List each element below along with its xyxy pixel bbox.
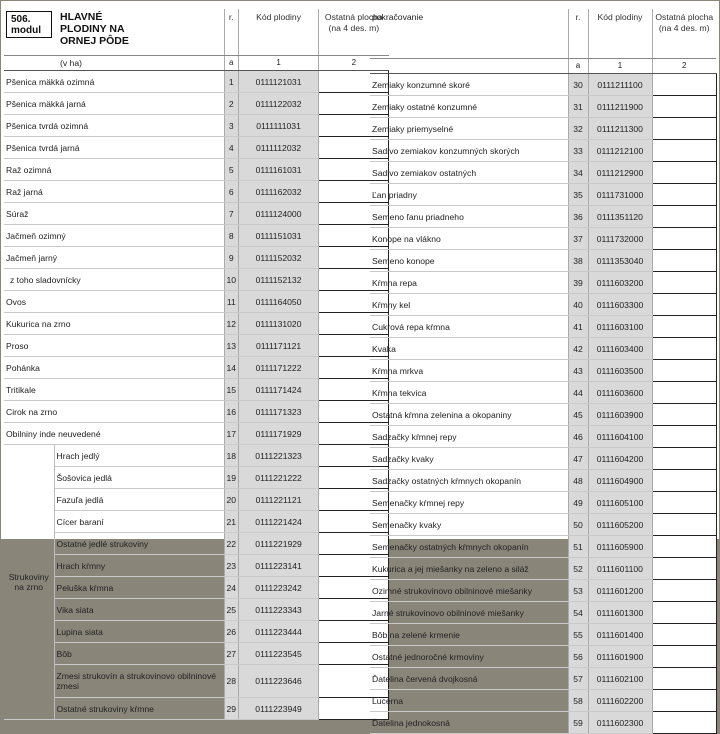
- area-input[interactable]: [652, 250, 716, 272]
- crop-name: Semenačky ostatných kŕmnych okopanín: [370, 536, 568, 558]
- table-row: [370, 514, 716, 536]
- sub-2: 2: [652, 59, 716, 74]
- table-row: [4, 445, 389, 467]
- table-row: [4, 467, 389, 489]
- area-input[interactable]: [652, 624, 716, 646]
- table-row: [4, 357, 389, 379]
- table-row: [370, 228, 716, 250]
- crop-name: Obilniny inde neuvedené: [4, 423, 224, 445]
- crop-code: 0111223444: [239, 621, 319, 643]
- crop-name: Jačmeň jarný: [4, 247, 224, 269]
- crop-code: 0111604200: [588, 448, 652, 470]
- crop-code: 0111223343: [239, 599, 319, 621]
- crop-code: 0111171424: [239, 379, 319, 401]
- crop-code: 0111221323: [239, 445, 319, 467]
- table-row: [4, 423, 389, 445]
- crop-name: Ostatné jednoročné krmoviny: [370, 646, 568, 668]
- area-input[interactable]: [652, 470, 716, 492]
- table-row: [370, 206, 716, 228]
- row-number: 11: [224, 291, 239, 313]
- table-row: [370, 426, 716, 448]
- row-number: 39: [568, 272, 588, 294]
- table-row: [4, 489, 389, 511]
- table-row: [370, 536, 716, 558]
- crop-name: Bôb: [54, 643, 224, 665]
- table-row: [370, 712, 716, 734]
- table-row: [370, 646, 716, 668]
- crop-name: Kŕmna tekvica: [370, 382, 568, 404]
- table-row: [4, 621, 389, 643]
- sub-2: 2: [319, 56, 389, 71]
- crop-name: Semenačky kŕmnej repy: [370, 492, 568, 514]
- row-number: 17: [224, 423, 239, 445]
- row-number: 42: [568, 338, 588, 360]
- table-row: [4, 159, 389, 181]
- area-input[interactable]: [652, 492, 716, 514]
- crop-name: Lupina siata: [54, 621, 224, 643]
- table-row: [370, 250, 716, 272]
- crop-code: 0111731000: [588, 184, 652, 206]
- table-row: [370, 624, 716, 646]
- crop-name: Sadzačky kŕmnej repy: [370, 426, 568, 448]
- crop-code: 0111351120: [588, 206, 652, 228]
- crop-code: 0111131020: [239, 313, 319, 335]
- crop-code: 0111212900: [588, 162, 652, 184]
- table-row: [4, 335, 389, 357]
- row-number: 48: [568, 470, 588, 492]
- group-label-strukoviny: Strukoviny na zrno: [4, 445, 54, 720]
- module-title-cell: [4, 9, 224, 56]
- unit-label: (v ha): [4, 56, 224, 71]
- row-number: 13: [224, 335, 239, 357]
- row-number: 59: [568, 712, 588, 734]
- table-row: [4, 401, 389, 423]
- crop-name: Cirok na zrno: [4, 401, 224, 423]
- area-input[interactable]: [652, 338, 716, 360]
- table-row: [4, 379, 389, 401]
- crop-code: 0111151031: [239, 225, 319, 247]
- table-row: [4, 698, 389, 720]
- col-plocha-header: Ostatná plocha (na 4 des. m): [652, 9, 716, 59]
- crop-name: Cukrová repa kŕmna: [370, 316, 568, 338]
- crop-code: 0111603300: [588, 294, 652, 316]
- area-input[interactable]: [652, 228, 716, 250]
- row-number: 36: [568, 206, 588, 228]
- crop-code: 0111211900: [588, 96, 652, 118]
- crop-code: 0111171323: [239, 401, 319, 423]
- crop-name: Kŕmna repa: [370, 272, 568, 294]
- crop-code: 0111161031: [239, 159, 319, 181]
- crop-name: Tritikale: [4, 379, 224, 401]
- module-number: 506.: [11, 14, 31, 25]
- crop-code: 0111602300: [588, 712, 652, 734]
- area-input[interactable]: [652, 272, 716, 294]
- area-input[interactable]: [652, 514, 716, 536]
- crop-code: 0111603400: [588, 338, 652, 360]
- crop-name: Bôb na zelené krmenie: [370, 624, 568, 646]
- area-input[interactable]: [652, 206, 716, 228]
- crop-code: 0111353040: [588, 250, 652, 272]
- table-row: [4, 247, 389, 269]
- crop-code: 0111171929: [239, 423, 319, 445]
- statistical-form-sheet: [1, 1, 719, 728]
- crop-code: 0111604900: [588, 470, 652, 492]
- area-input[interactable]: [652, 96, 716, 118]
- row-number: 5: [224, 159, 239, 181]
- table-row: [4, 313, 389, 335]
- crop-code: 0111111031: [239, 115, 319, 137]
- crop-code: 0111601200: [588, 580, 652, 602]
- table-row: [370, 492, 716, 514]
- crop-code: 0111602200: [588, 690, 652, 712]
- crop-code: 0111122032: [239, 93, 319, 115]
- crop-name: Hrach jedlý: [54, 445, 224, 467]
- crop-name: Ďatelina červená dvojkosná: [370, 668, 568, 690]
- table-row: [4, 555, 389, 577]
- table-row: [4, 181, 389, 203]
- module-title-line: ORNEJ PÔDE: [60, 35, 129, 47]
- crop-name: Peluška kŕmna: [54, 577, 224, 599]
- crop-code: 0111124000: [239, 203, 319, 225]
- col-r-header: r.: [224, 9, 239, 56]
- module-title-line: PLODINY NA: [60, 23, 125, 35]
- row-number: 18: [224, 445, 239, 467]
- crop-code: 0111732000: [588, 228, 652, 250]
- table-row: [370, 162, 716, 184]
- row-number: 7: [224, 203, 239, 225]
- area-input[interactable]: [652, 316, 716, 338]
- table-row: [4, 643, 389, 665]
- row-number: 23: [224, 555, 239, 577]
- crop-name: Zmesi strukovín a strukovinovo obilninové zmesi: [54, 665, 224, 698]
- crop-code: 0111211300: [588, 118, 652, 140]
- area-input[interactable]: [652, 668, 716, 690]
- table-row: [4, 291, 389, 313]
- row-number: 58: [568, 690, 588, 712]
- crop-name: Hrach kŕmny: [54, 555, 224, 577]
- row-number: 43: [568, 360, 588, 382]
- right-crop-table: [370, 9, 717, 734]
- row-number: 35: [568, 184, 588, 206]
- table-row: [370, 404, 716, 426]
- crop-code: 0111603500: [588, 360, 652, 382]
- crop-name: Lucerna: [370, 690, 568, 712]
- module-title-block: [6, 9, 222, 47]
- crop-code: 0111601100: [588, 558, 652, 580]
- table-row: [4, 269, 389, 291]
- crop-name: Cícer baraní: [54, 511, 224, 533]
- crop-code: 0111604100: [588, 426, 652, 448]
- row-number: 20: [224, 489, 239, 511]
- row-number: 19: [224, 467, 239, 489]
- row-number: 8: [224, 225, 239, 247]
- crop-name: Zemiaky ostatné konzumné: [370, 96, 568, 118]
- table-row: [4, 137, 389, 159]
- table-row: [370, 690, 716, 712]
- crop-name: Kvaka: [370, 338, 568, 360]
- row-number: 21: [224, 511, 239, 533]
- crop-code: 0111223646: [239, 665, 319, 698]
- crop-code: 0111603200: [588, 272, 652, 294]
- row-number: 3: [224, 115, 239, 137]
- sub-1: 1: [239, 56, 319, 71]
- crop-name: Semeno konope: [370, 250, 568, 272]
- crop-code: 0111223545: [239, 643, 319, 665]
- row-number: 32: [568, 118, 588, 140]
- crop-name: Konope na vlákno: [370, 228, 568, 250]
- row-number: 27: [224, 643, 239, 665]
- table-row: [370, 558, 716, 580]
- crop-name: Pšenica mäkká ozimná: [4, 71, 224, 93]
- crop-code: 0111152032: [239, 247, 319, 269]
- row-number: 54: [568, 602, 588, 624]
- table-row: [370, 338, 716, 360]
- table-row: [370, 96, 716, 118]
- crop-name: Sadivo zemiakov konzumných skorých: [370, 140, 568, 162]
- area-input[interactable]: [652, 360, 716, 382]
- area-input[interactable]: [652, 74, 716, 96]
- crop-name: Kukurica a jej miešanky na zeleno a siláž: [370, 558, 568, 580]
- crop-code: 0111221121: [239, 489, 319, 511]
- crop-code: 0111223242: [239, 577, 319, 599]
- row-number: 38: [568, 250, 588, 272]
- area-input[interactable]: [652, 558, 716, 580]
- row-number: 33: [568, 140, 588, 162]
- table-row: [370, 294, 716, 316]
- table-row: [4, 665, 389, 698]
- crop-code: 0111152132: [239, 269, 319, 291]
- area-input[interactable]: [652, 140, 716, 162]
- area-input[interactable]: [652, 426, 716, 448]
- table-row: [4, 225, 389, 247]
- crop-code: 0111603100: [588, 316, 652, 338]
- crop-name: Sadzačky ostatných kŕmnych okopanín: [370, 470, 568, 492]
- table-row: [370, 668, 716, 690]
- row-number: 15: [224, 379, 239, 401]
- crop-name: Zemiaky konzumné skoré: [370, 74, 568, 96]
- col-kod-header: Kód plodiny: [588, 9, 652, 59]
- row-number: 56: [568, 646, 588, 668]
- table-row: [370, 580, 716, 602]
- sub-a: a: [568, 59, 588, 74]
- table-row: [370, 448, 716, 470]
- crop-name: Proso: [4, 335, 224, 357]
- crop-code: 0111601400: [588, 624, 652, 646]
- table-row: [4, 93, 389, 115]
- crop-code: 0111221222: [239, 467, 319, 489]
- crop-name: Semenačky kvaky: [370, 514, 568, 536]
- row-number: 37: [568, 228, 588, 250]
- crop-name: Raž jarná: [4, 181, 224, 203]
- row-number: 16: [224, 401, 239, 423]
- crop-code: 0111601900: [588, 646, 652, 668]
- row-number: 2: [224, 93, 239, 115]
- module-title-line: HLAVNÉ: [60, 11, 103, 23]
- row-number: 9: [224, 247, 239, 269]
- crop-name: Ľan priadny: [370, 184, 568, 206]
- right-header-row: [370, 9, 716, 59]
- continuation-label: pokračovanie: [370, 9, 568, 59]
- crop-name: Pšenica mäkká jarná: [4, 93, 224, 115]
- crop-code: 0111164050: [239, 291, 319, 313]
- row-number: 29: [224, 698, 239, 720]
- row-number: 55: [568, 624, 588, 646]
- table-row: [370, 118, 716, 140]
- crop-code: 0111212100: [588, 140, 652, 162]
- sub-a: a: [224, 56, 239, 71]
- crop-name: Ostatná kŕmna zelenina a okopaniny: [370, 404, 568, 426]
- col-kod-header: Kód plodiny: [239, 9, 319, 56]
- row-number: 14: [224, 357, 239, 379]
- left-header-row: [4, 9, 389, 56]
- table-row: [370, 470, 716, 492]
- area-input[interactable]: [652, 536, 716, 558]
- area-input[interactable]: [652, 602, 716, 624]
- row-number: 10: [224, 269, 239, 291]
- crop-name: Ovos: [4, 291, 224, 313]
- row-number: 57: [568, 668, 588, 690]
- area-input[interactable]: [652, 646, 716, 668]
- crop-code: 0111602100: [588, 668, 652, 690]
- crop-code: 0111171222: [239, 357, 319, 379]
- row-number: 53: [568, 580, 588, 602]
- crop-name: Ďatelina jednokosná: [370, 712, 568, 734]
- crop-code: 0111171121: [239, 335, 319, 357]
- row-number: 52: [568, 558, 588, 580]
- crop-name: Šošovica jedlá: [54, 467, 224, 489]
- row-number: 49: [568, 492, 588, 514]
- table-row: [4, 533, 389, 555]
- table-row: [370, 602, 716, 624]
- table-row: [370, 360, 716, 382]
- row-number: 28: [224, 665, 239, 698]
- sub-1: 1: [588, 59, 652, 74]
- crop-name: Vika siata: [54, 599, 224, 621]
- table-row: [4, 115, 389, 137]
- row-number: 47: [568, 448, 588, 470]
- crop-code: 0111605100: [588, 492, 652, 514]
- crop-name: Pohánka: [4, 357, 224, 379]
- row-number: 4: [224, 137, 239, 159]
- area-input[interactable]: [652, 162, 716, 184]
- row-number: 40: [568, 294, 588, 316]
- module-label: modul: [11, 25, 41, 36]
- table-row: [4, 599, 389, 621]
- table-row: [4, 203, 389, 225]
- crop-name: Jačmeň ozimný: [4, 225, 224, 247]
- crop-name: Semeno ľanu priadneho: [370, 206, 568, 228]
- crop-name: Raž ozimná: [4, 159, 224, 181]
- crop-code: 0111221929: [239, 533, 319, 555]
- table-row: [370, 382, 716, 404]
- row-number: 1: [224, 71, 239, 93]
- row-number: 46: [568, 426, 588, 448]
- table-row: [370, 316, 716, 338]
- module-title: [60, 11, 129, 47]
- table-row: [4, 577, 389, 599]
- crop-name: Kŕmny kel: [370, 294, 568, 316]
- right-subheader-row: [370, 59, 716, 74]
- row-number: 31: [568, 96, 588, 118]
- row-number: 30: [568, 74, 588, 96]
- crop-code: 0111601300: [588, 602, 652, 624]
- row-number: 34: [568, 162, 588, 184]
- crop-code: 0111162032: [239, 181, 319, 203]
- crop-name: Zemiaky priemyselné: [370, 118, 568, 140]
- crop-code: 0111223141: [239, 555, 319, 577]
- col-r-header: r.: [568, 9, 588, 59]
- area-input[interactable]: [652, 184, 716, 206]
- area-input[interactable]: [652, 382, 716, 404]
- left-crop-table: [4, 9, 389, 720]
- crop-code: 0111121031: [239, 71, 319, 93]
- row-number: 24: [224, 577, 239, 599]
- crop-name: Kŕmna mrkva: [370, 360, 568, 382]
- table-row: [370, 272, 716, 294]
- left-subheader-row: [4, 56, 389, 71]
- row-number: 50: [568, 514, 588, 536]
- row-number: 6: [224, 181, 239, 203]
- area-input[interactable]: [652, 404, 716, 426]
- row-number: 25: [224, 599, 239, 621]
- crop-name: Kukurica na zrno: [4, 313, 224, 335]
- crop-code: 0111223949: [239, 698, 319, 720]
- crop-code: 0111112032: [239, 137, 319, 159]
- crop-name: Súraž: [4, 203, 224, 225]
- area-input[interactable]: [652, 294, 716, 316]
- area-input[interactable]: [652, 712, 716, 734]
- table-row: [4, 71, 389, 93]
- table-row: [4, 511, 389, 533]
- table-row: [370, 140, 716, 162]
- crop-name: Jarné strukovinovo obilninové miešanky: [370, 602, 568, 624]
- crop-name: Sadivo zemiakov ostatných: [370, 162, 568, 184]
- area-input[interactable]: [652, 118, 716, 140]
- sub-blank: [370, 59, 568, 74]
- module-number-box: [6, 11, 52, 38]
- crop-name: Ozimné strukovinovo obilninové miešanky: [370, 580, 568, 602]
- table-row: [370, 184, 716, 206]
- crop-name: Pšenica tvrdá jarná: [4, 137, 224, 159]
- row-number: 45: [568, 404, 588, 426]
- crop-name: Ostatné strukoviny kŕmne: [54, 698, 224, 720]
- crop-code: 0111603600: [588, 382, 652, 404]
- row-number: 22: [224, 533, 239, 555]
- row-number: 44: [568, 382, 588, 404]
- row-number: 26: [224, 621, 239, 643]
- crop-code: 0111221424: [239, 511, 319, 533]
- row-number: 51: [568, 536, 588, 558]
- row-number: 12: [224, 313, 239, 335]
- crop-name: z toho sladovnícky: [4, 269, 224, 291]
- area-input[interactable]: [652, 580, 716, 602]
- crop-code: 0111211100: [588, 74, 652, 96]
- row-number: 41: [568, 316, 588, 338]
- area-input[interactable]: [652, 690, 716, 712]
- crop-code: 0111603900: [588, 404, 652, 426]
- table-row: [370, 74, 716, 96]
- crop-code: 0111605200: [588, 514, 652, 536]
- col-plocha-header: Ostatná plocha (na 4 des. m): [319, 9, 389, 56]
- crop-code: 0111605900: [588, 536, 652, 558]
- crop-name: Pšenica tvrdá ozimná: [4, 115, 224, 137]
- crop-name: Fazuľa jedlá: [54, 489, 224, 511]
- area-input[interactable]: [652, 448, 716, 470]
- crop-name: Sadzačky kvaky: [370, 448, 568, 470]
- crop-name: Ostatné jedlé strukoviny: [54, 533, 224, 555]
